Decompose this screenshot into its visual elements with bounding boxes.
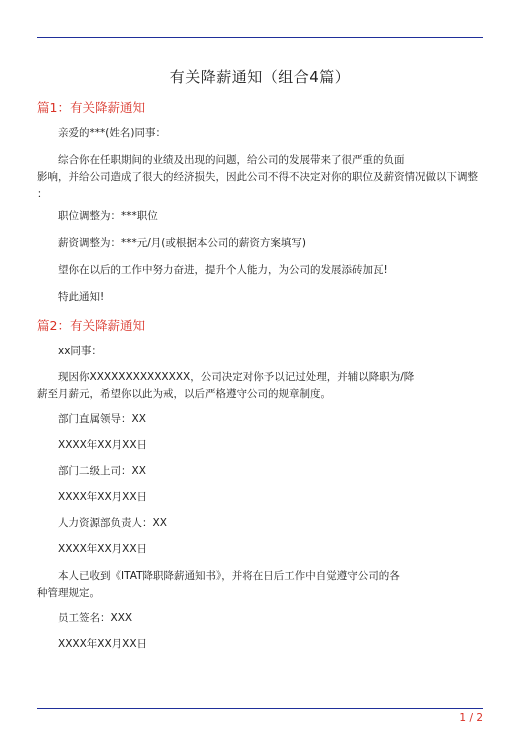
paragraph-line: 薪至月薪元，希望你以此为戒，以后严格遵守公司的规章制度。 <box>37 388 331 400</box>
paragraph-line: 亲爱的***(姓名)同事： <box>58 127 166 139</box>
paragraph-line: ： <box>37 188 48 200</box>
paragraph <box>37 568 483 602</box>
paragraph <box>37 541 483 558</box>
paragraph-line: 影响，并给公司造成了很大的经济损失，因此公司不得不决定对你的职位及薪资情况做以下调整 <box>37 171 478 183</box>
paragraph-line: 望你在以后的工作中努力奋进，提升个人能力，为公司的发展添砖加瓦! <box>58 264 388 276</box>
page-number: 1 / 2 <box>459 712 483 724</box>
paragraph-line: 部门二级上司：XX <box>58 465 146 477</box>
paragraph <box>37 262 483 279</box>
top-rule <box>37 37 483 38</box>
paragraph-line: 种管理规定。 <box>37 587 100 599</box>
paragraph-line: XXXX年XX月XX日 <box>58 543 148 555</box>
section-heading-1: 篇1：有关降薪通知 <box>37 100 145 115</box>
paragraph <box>37 235 483 252</box>
paragraph-line: 综合你在任职期间的业绩及出现的问题，给公司的发展带来了很严重的负面 <box>58 154 405 166</box>
paragraph-line: 薪资调整为：***元/月(或根据本公司的薪资方案填写) <box>58 237 306 249</box>
paragraph <box>37 289 483 306</box>
paragraph-line: 部门直属领导：XX <box>58 413 146 425</box>
page-title: 有关降薪通知（组合4篇） <box>169 68 351 86</box>
paragraph-line: XXXX年XX月XX日 <box>58 491 148 503</box>
paragraph <box>37 437 483 454</box>
section-heading-2: 篇2：有关降薪通知 <box>37 318 145 333</box>
paragraph <box>37 343 483 360</box>
paragraph <box>37 208 483 225</box>
paragraph <box>37 610 483 627</box>
paragraph-line: 员工签名：XXX <box>58 612 133 624</box>
paragraph <box>37 369 483 403</box>
paragraph <box>37 489 483 506</box>
paragraph <box>37 152 483 203</box>
paragraph-line: 人力资源部负责人：XX <box>58 517 167 529</box>
paragraph-line: XXXX年XX月XX日 <box>58 638 148 650</box>
paragraph <box>37 515 483 532</box>
paragraph-line: xx同事： <box>58 345 102 357</box>
paragraph <box>37 411 483 428</box>
bottom-rule <box>37 708 483 709</box>
paragraph-line: 本人已收到《ITAT降职降薪通知书》，并将在日后工作中自觉遵守公司的各 <box>58 570 400 582</box>
paragraph-line: XXXX年XX月XX日 <box>58 439 148 451</box>
paragraph-line: 现因你XXXXXXXXXXXXXX，公司决定对你予以记过处理，并辅以降职为/降 <box>58 371 415 383</box>
paragraph-line: 特此通知! <box>58 291 105 303</box>
paragraph <box>37 463 483 480</box>
paragraph-line: 职位调整为：***职位 <box>58 210 158 222</box>
paragraph <box>37 636 483 653</box>
paragraph <box>37 125 483 142</box>
